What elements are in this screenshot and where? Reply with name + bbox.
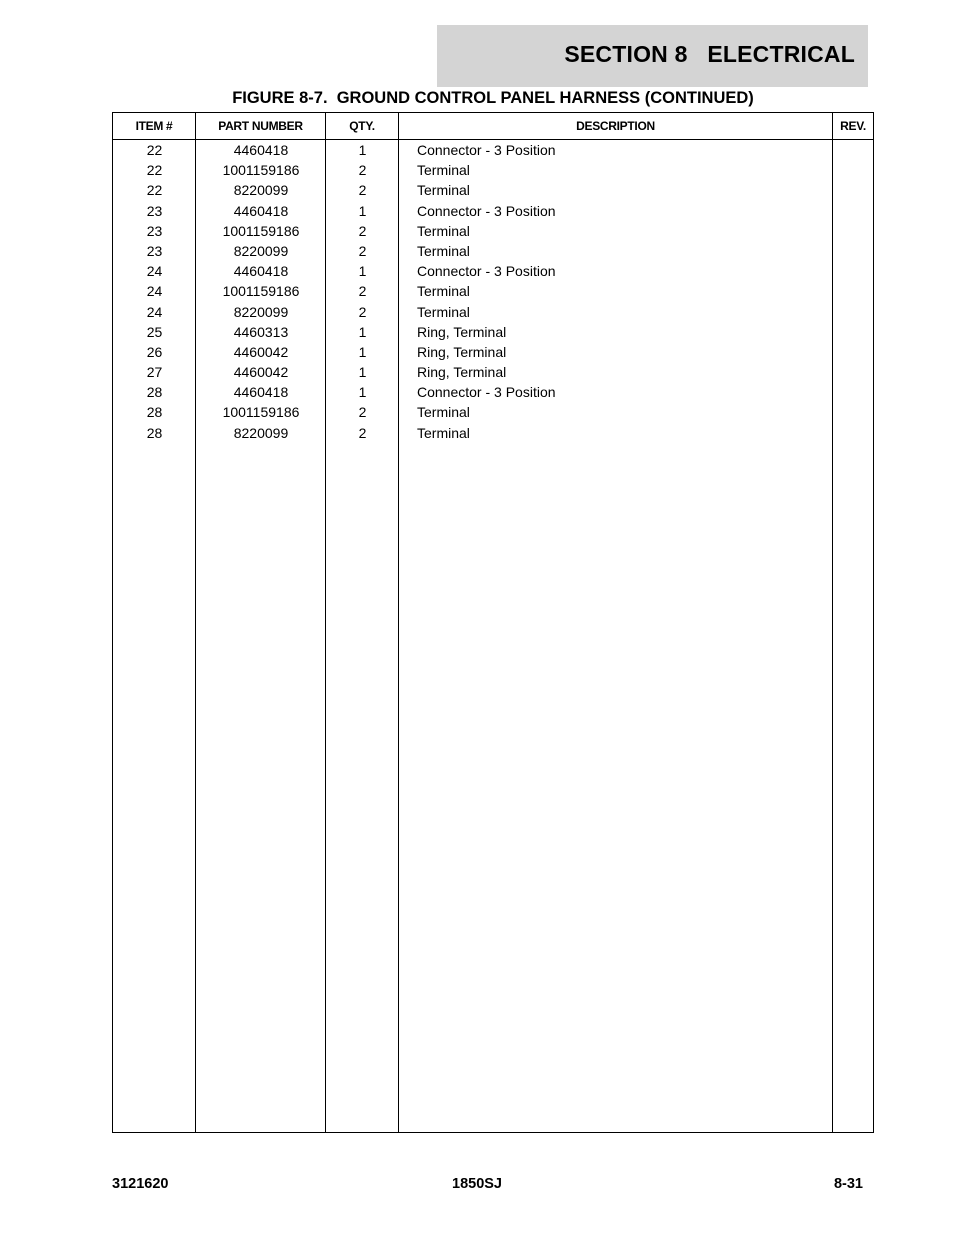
cell-qty: 2 bbox=[358, 424, 367, 441]
cell-item: 24 bbox=[146, 283, 163, 300]
table-row bbox=[113, 322, 873, 342]
cell-qty: 2 bbox=[358, 162, 367, 179]
cell-item: 24 bbox=[146, 303, 163, 320]
cell-part-number: 4460418 bbox=[233, 142, 289, 158]
cell-item: 23 bbox=[146, 242, 163, 259]
cell-description: Connector - 3 Position bbox=[417, 202, 556, 219]
footer-doc-number: 3121620 bbox=[112, 1176, 169, 1192]
cell-description: Terminal bbox=[417, 303, 470, 320]
cell-qty: 1 bbox=[358, 384, 367, 401]
cell-description: Ring, Terminal bbox=[417, 323, 507, 340]
header-qty: QTY. bbox=[349, 119, 375, 133]
cell-qty: 2 bbox=[358, 283, 367, 300]
cell-item: 25 bbox=[146, 323, 163, 340]
section-banner bbox=[437, 25, 868, 87]
cell-item: 27 bbox=[146, 364, 163, 381]
section-title: SECTION 8 ELECTRICAL bbox=[564, 41, 855, 67]
cell-qty: 2 bbox=[358, 404, 367, 421]
table-body bbox=[113, 140, 873, 443]
table-row bbox=[113, 140, 873, 160]
cell-part-number: 4460418 bbox=[233, 202, 289, 219]
table-row bbox=[113, 342, 873, 362]
cell-qty: 1 bbox=[358, 364, 367, 381]
cell-qty: 2 bbox=[358, 222, 367, 239]
cell-description: Terminal bbox=[417, 242, 470, 259]
table-row bbox=[113, 241, 873, 261]
cell-part-number: 4460418 bbox=[233, 384, 289, 401]
cell-part-number: 1001159186 bbox=[222, 404, 300, 421]
cell-description: Ring, Terminal bbox=[417, 364, 507, 381]
cell-item: 22 bbox=[146, 142, 163, 158]
cell-description: Terminal bbox=[417, 182, 470, 199]
cell-part-number: 1001159186 bbox=[222, 283, 300, 300]
cell-qty: 2 bbox=[358, 182, 367, 199]
cell-item: 22 bbox=[146, 182, 163, 199]
table-row bbox=[113, 180, 873, 200]
table-row bbox=[113, 281, 873, 301]
cell-part-number: 4460418 bbox=[233, 263, 289, 280]
cell-part-number: 1001159186 bbox=[222, 222, 300, 239]
table-row bbox=[113, 382, 873, 402]
cell-item: 26 bbox=[146, 343, 163, 360]
cell-item: 28 bbox=[146, 424, 163, 441]
cell-qty: 1 bbox=[358, 202, 367, 219]
header-item: ITEM # bbox=[135, 119, 173, 133]
cell-part-number: 8220099 bbox=[233, 242, 289, 259]
cell-description: Terminal bbox=[417, 222, 470, 239]
header-part-number: PART NUMBER bbox=[218, 119, 303, 133]
cell-qty: 1 bbox=[358, 343, 367, 360]
cell-description: Terminal bbox=[417, 162, 470, 179]
table-row bbox=[113, 423, 873, 443]
cell-part-number: 1001159186 bbox=[222, 162, 300, 179]
cell-qty: 2 bbox=[358, 303, 367, 320]
cell-description: Connector - 3 Position bbox=[417, 142, 556, 158]
header-description: DESCRIPTION bbox=[576, 119, 655, 133]
cell-qty: 2 bbox=[358, 242, 367, 259]
cell-description: Terminal bbox=[417, 404, 470, 421]
cell-part-number: 8220099 bbox=[233, 424, 289, 441]
cell-qty: 1 bbox=[358, 263, 367, 280]
cell-item: 24 bbox=[146, 263, 163, 280]
cell-part-number: 4460313 bbox=[233, 323, 289, 340]
table-row bbox=[113, 221, 873, 241]
cell-item: 22 bbox=[146, 162, 163, 179]
cell-item: 28 bbox=[146, 384, 163, 401]
cell-description: Terminal bbox=[417, 283, 470, 300]
footer-page-number: 8-31 bbox=[833, 1176, 863, 1192]
table-row bbox=[113, 261, 873, 281]
table-row bbox=[113, 160, 873, 180]
cell-qty: 1 bbox=[358, 142, 367, 158]
footer-model: 1850SJ bbox=[452, 1176, 502, 1192]
cell-qty: 1 bbox=[358, 323, 367, 340]
table-row bbox=[113, 362, 873, 382]
cell-item: 23 bbox=[146, 222, 163, 239]
cell-description: Connector - 3 Position bbox=[417, 384, 556, 401]
table-row bbox=[113, 302, 873, 322]
cell-part-number: 8220099 bbox=[233, 303, 289, 320]
table-row bbox=[113, 402, 873, 422]
parts-table bbox=[112, 112, 874, 1133]
cell-description: Ring, Terminal bbox=[417, 343, 507, 360]
cell-description: Terminal bbox=[417, 424, 470, 441]
cell-item: 23 bbox=[146, 202, 163, 219]
table-row bbox=[113, 201, 873, 221]
cell-part-number: 8220099 bbox=[233, 182, 289, 199]
cell-part-number: 4460042 bbox=[233, 343, 289, 360]
header-rev: REV. bbox=[840, 119, 866, 133]
cell-description: Connector - 3 Position bbox=[417, 263, 556, 280]
cell-part-number: 4460042 bbox=[233, 364, 289, 381]
figure-title: FIGURE 8-7. GROUND CONTROL PANEL HARNESS (CONTINUED) bbox=[232, 89, 754, 107]
cell-item: 28 bbox=[146, 404, 163, 421]
